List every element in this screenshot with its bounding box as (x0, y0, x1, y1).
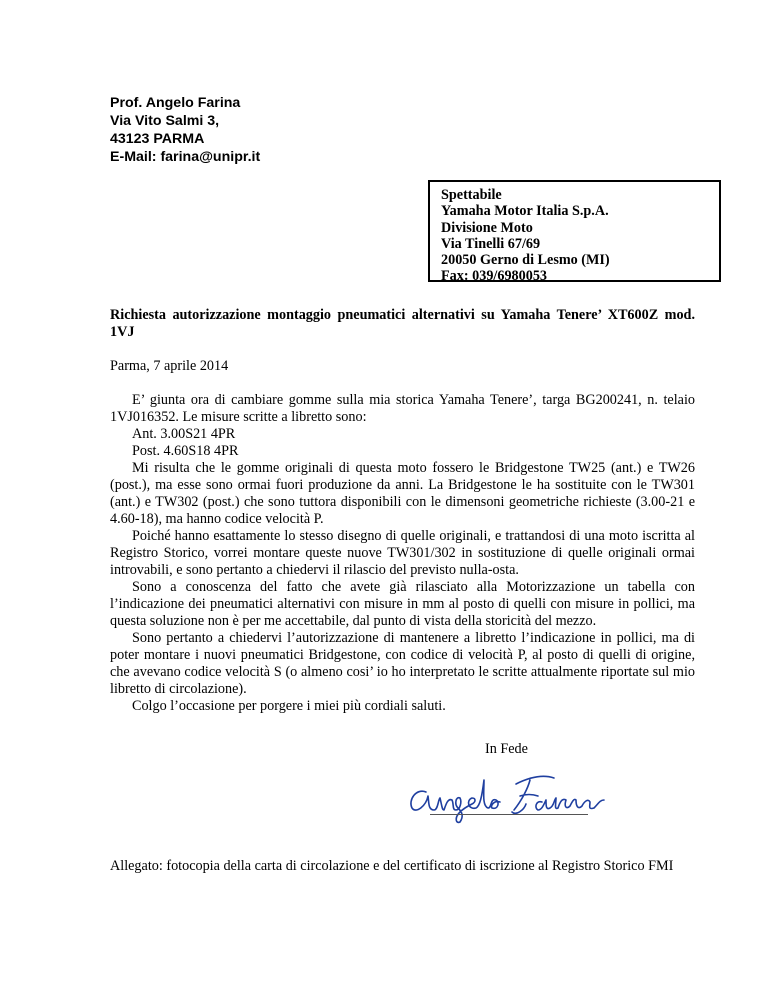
recipient-city: 20050 Gerno di Lesmo (MI) (441, 252, 610, 269)
recipient-box (428, 180, 721, 285)
recipient-street: Via Tinelli 67/69 (441, 235, 541, 252)
body-paragraph-5: Sono pertanto a chiedervi l’autorizzazione di mantenere a libretto l’indicazione in pollici, ma di poter montare i nuovi pneumatici Bridgestone, con codice di velocità P, al posto di quelli di origine, che avevano codice velocità S (o almeno cosi’ io ho interpretato le scritte attualmente riportate sul mio libretto di circolazione). (110, 630, 695, 697)
attachment-note: Allegato: fotocopia della carta di circolazione e del certificato di iscrizione al Registro Storico FMI (110, 858, 674, 874)
body-paragraph-4: Sono a conoscenza del fatto che avete già rilasciato alla Motorizzazione un tabella con l’indicazione dei pneumatici alternativi con misure in mm al posto di quelli con misure in pollici, ma questa soluzione non è per me accettabile, dal punto di vista della storicità del mezzo. (110, 579, 695, 629)
letter-subject: Richiesta autorizzazione montaggio pneumatici alternativi su Yamaha Tenere’ XT600Z mod. 1VJ (110, 307, 695, 340)
recipient-division: Divisione Moto (441, 219, 533, 236)
tire-spec-front: Ant. 3.00S21 4PR (132, 426, 236, 442)
body-paragraph-3: Poiché hanno esattamente lo stesso disegno di quelle originali, e trattandosi di una moto iscritta al Registro Storico, vorrei montare queste nuove TW301/302 in sostituzione di quelle originali ormai introvabili, e sono pertanto a chiedervi il rilascio del previsto nulla-osta. (110, 528, 695, 578)
recipient-company: Yamaha Motor Italia S.p.A. (441, 203, 609, 220)
body-paragraph-1: E’ giunta ora di cambiare gomme sulla mia storica Yamaha Tenere’, targa BG200241, n. telaio 1VJ016352. Le misure scritte a libretto sono: (110, 392, 695, 425)
recipient-salutation: Spettabile (441, 187, 502, 203)
letter-body (110, 392, 695, 715)
recipient-fax: Fax: 039/6980053 (441, 268, 548, 285)
sender-name: Prof. Angelo Farina (110, 95, 241, 111)
letter-date: Parma, 7 aprile 2014 (110, 358, 229, 374)
sender-email: E-Mail: farina@unipr.it (110, 149, 261, 165)
handwritten-signature (404, 766, 614, 824)
signature-line (430, 814, 588, 815)
sender-block (110, 94, 260, 166)
body-paragraph-6: Colgo l’occasione per porgere i miei più cordiali saluti. (132, 698, 446, 714)
body-paragraph-2: Mi risulta che le gomme originali di questa moto fossero le Bridgestone TW25 (ant.) e TW26 (post.), ma esse sono ormai fuori produzione da anni. La Bridgestone le ha sostituite con le TW301 (ant.) e TW302 (post.) che sono tuttora disponibili con le dimensoni geometriche richieste (3.00-21 e 4.60-18), ma hanno codice velocità P. (110, 460, 695, 527)
sender-city: 43123 PARMA (110, 131, 205, 147)
sender-street: Via Vito Salmi 3, (110, 113, 220, 129)
tire-spec-rear: Post. 4.60S18 4PR (132, 443, 239, 459)
closing-text: In Fede (485, 741, 528, 757)
